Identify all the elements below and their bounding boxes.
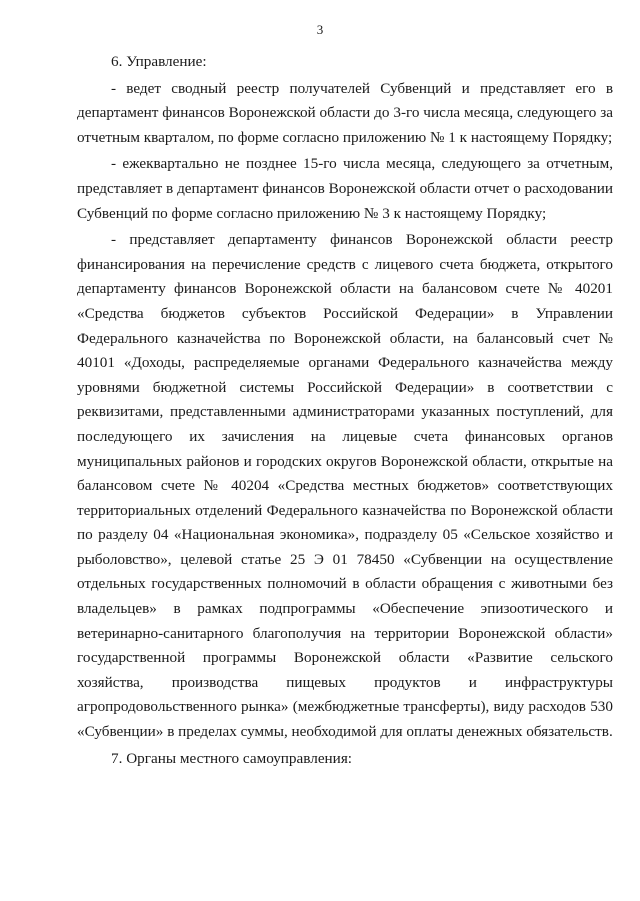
- section-heading-7: 7. Органы местного самоуправления:: [111, 749, 353, 767]
- page-number: 3: [316, 22, 324, 37]
- paragraph-registry: - ведет сводный реестр получателей Субвенций и представляет его в департамент финансов Воронежской области до 3-го числа месяца, следующего за отчетным кварталом, по форме согласно приложению № 1 к настоящему Порядку;: [77, 79, 613, 146]
- document-body: [77, 50, 613, 771]
- section-heading-6: 6. Управление:: [111, 53, 207, 70]
- paragraph-financing-registry: - представляет департаменту финансов Воронежской области реестр финансирования на перечисление средств с лицевого счета бюджета, открытого департаменту финансов Воронежской области на балансовом счете № 40201 «Средства бюджетов субъектов Российской Федерации» в Управлении Федерального казначейства по Воронежской области, на балансовый счет № 40101 «Доходы, распределяемые органами Федерального казначейства между уровнями бюджетной системы Российской Федерации» в соответствии с реквизитами, представленными администраторами указанных поступлений, для последующего их зачисления на лицевые счета финансовых органов муниципальных районов и городских округов Воронежской области, открытые на балансовом счете № 40204 «Средства местных бюджетов» соответствующих территориальных отделений Федерального казначейства по Воронежской области по разделу 04 «Национальная экономика», подразделу 05 «Сельское хозяйство и рыболовство», целевой статье 25 Э 01 78450 «Субвенции на осуществление отдельных государственных полномочий в области обращения с животными без владельцев» в рамках подпрограммы «Обеспечение эпизоотического и ветеринарно-санитарного благополучия на территории Воронежской области» государственной программы Воронежской области «Развитие сельского хозяйства, производства пищевых продуктов и инфраструктуры агропродовольственного рынка» (межбюджетные трансферты), виду расходов 530 «Субвенции» в пределах суммы, необходимой для оплаты денежных обязательств.: [77, 231, 613, 741]
- paragraph-quarterly-report: - ежеквартально не позднее 15-го числа месяца, следующего за отчетным, представляет в департамент финансов Воронежской области отчет о расходовании Субвенций по форме согласно приложению № 3 к настоящему Порядку;: [77, 155, 613, 222]
